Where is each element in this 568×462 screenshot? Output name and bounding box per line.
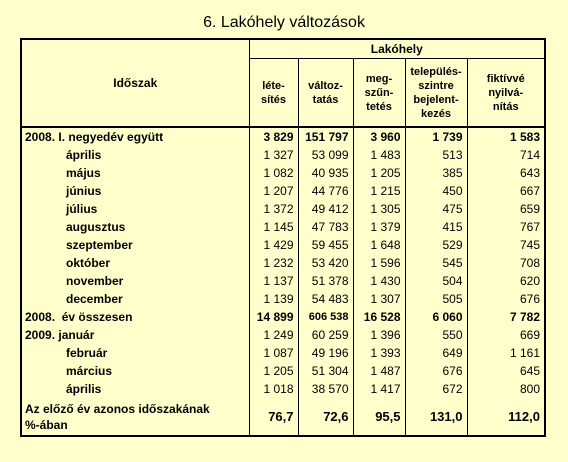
col-header-line: meg- bbox=[365, 72, 393, 85]
cell-letesites: 1 139 bbox=[249, 290, 298, 308]
table-row bbox=[21, 218, 545, 236]
cell-valtoztatas: 53 099 bbox=[298, 146, 353, 164]
cell-valtoztatas: 38 570 bbox=[298, 380, 353, 398]
col-header-letesites bbox=[249, 59, 298, 128]
cell-letesites: 1 372 bbox=[249, 200, 298, 218]
cell-megszuntetes: 1 648 bbox=[353, 236, 405, 254]
cell-megszuntetes: 1 596 bbox=[353, 254, 405, 272]
cell-telepulesszintre: 529 bbox=[405, 236, 467, 254]
col-header-line: sítés bbox=[260, 93, 287, 106]
table-row bbox=[21, 164, 545, 182]
table-row bbox=[21, 200, 545, 218]
row-label: április bbox=[66, 148, 102, 162]
cell-valtoztatas: 40 935 bbox=[298, 164, 353, 182]
cell-megszuntetes: 16 528 bbox=[353, 308, 405, 326]
row-label: június bbox=[66, 184, 102, 198]
cell-megszuntetes: 1 205 bbox=[353, 164, 405, 182]
cell-fiktivve: 676 bbox=[467, 290, 545, 308]
row-label bbox=[21, 398, 249, 436]
cell-letesites: 1 429 bbox=[249, 236, 298, 254]
table-row bbox=[21, 380, 545, 398]
cell-fiktivve: 643 bbox=[467, 164, 545, 182]
cell-valtoztatas: 151 797 bbox=[298, 127, 353, 146]
row-label: 2009. január bbox=[25, 328, 95, 342]
col-header-line: nítás bbox=[492, 100, 519, 113]
row-label: 2008. I. negyedév együtt bbox=[21, 127, 249, 146]
cell-valtoztatas: 72,6 bbox=[298, 398, 353, 436]
cell-telepulesszintre: 475 bbox=[405, 200, 467, 218]
cell-telepulesszintre: 131,0 bbox=[405, 398, 467, 436]
cell-letesites: 1 205 bbox=[249, 362, 298, 380]
cell-megszuntetes: 1 417 bbox=[353, 380, 405, 398]
col-header-line: tetés bbox=[366, 100, 392, 113]
cell-telepulesszintre: 545 bbox=[405, 254, 467, 272]
cell-valtoztatas: 59 455 bbox=[298, 236, 353, 254]
cell-fiktivve: 645 bbox=[467, 362, 545, 380]
period-header: Időszak bbox=[21, 39, 249, 127]
cell-fiktivve: 767 bbox=[467, 218, 545, 236]
row-label: december bbox=[66, 292, 123, 306]
cell-letesites: 1 018 bbox=[249, 380, 298, 398]
row-label: július bbox=[66, 202, 98, 216]
col-header-line: kezés bbox=[421, 107, 451, 120]
row-label: március bbox=[66, 364, 113, 378]
table-title: 6. Lakóhely változások bbox=[203, 14, 365, 31]
cell-fiktivve: 1 161 bbox=[467, 344, 545, 362]
cell-megszuntetes: 95,5 bbox=[353, 398, 405, 436]
row-label: október bbox=[66, 256, 111, 270]
row-label-line: Az előző év azonos időszakának bbox=[25, 401, 210, 416]
cell-fiktivve: 745 bbox=[467, 236, 545, 254]
col-header-line: szintre bbox=[418, 79, 454, 92]
cell-megszuntetes: 1 483 bbox=[353, 146, 405, 164]
data-table bbox=[20, 38, 546, 437]
cell-fiktivve: 667 bbox=[467, 182, 545, 200]
col-header-line: léte- bbox=[262, 79, 285, 92]
table-row bbox=[21, 326, 545, 344]
cell-fiktivve: 669 bbox=[467, 326, 545, 344]
cell-telepulesszintre: 385 bbox=[405, 164, 467, 182]
table-row bbox=[21, 308, 545, 326]
table-row bbox=[21, 362, 545, 380]
cell-megszuntetes: 1 430 bbox=[353, 272, 405, 290]
cell-valtoztatas: 606 538 bbox=[298, 308, 353, 326]
cell-telepulesszintre: 505 bbox=[405, 290, 467, 308]
cell-fiktivve: 800 bbox=[467, 380, 545, 398]
row-label: szeptember bbox=[66, 238, 133, 252]
row-label: február bbox=[66, 346, 108, 360]
col-header-megszuntetes bbox=[353, 59, 405, 128]
cell-megszuntetes: 1 379 bbox=[353, 218, 405, 236]
table-row bbox=[21, 290, 545, 308]
row-label: május bbox=[66, 166, 101, 180]
table-row bbox=[21, 127, 545, 146]
row-label: április bbox=[66, 382, 102, 396]
cell-telepulesszintre: 415 bbox=[405, 218, 467, 236]
cell-fiktivve: 708 bbox=[467, 254, 545, 272]
cell-megszuntetes: 1 307 bbox=[353, 290, 405, 308]
table-row bbox=[21, 344, 545, 362]
cell-letesites: 14 899 bbox=[249, 308, 298, 326]
cell-megszuntetes: 1 305 bbox=[353, 200, 405, 218]
row-label: november bbox=[66, 274, 124, 288]
table-row bbox=[21, 254, 545, 272]
cell-letesites: 1 082 bbox=[249, 164, 298, 182]
cell-valtoztatas: 49 412 bbox=[298, 200, 353, 218]
cell-telepulesszintre: 513 bbox=[405, 146, 467, 164]
table-row bbox=[21, 272, 545, 290]
col-header-line: változ- bbox=[308, 79, 343, 92]
cell-letesites: 1 327 bbox=[249, 146, 298, 164]
cell-telepulesszintre: 6 060 bbox=[405, 308, 467, 326]
cell-letesites: 1 207 bbox=[249, 182, 298, 200]
col-header-telepulesszintre bbox=[405, 59, 467, 128]
row-label-line: %-ában bbox=[25, 417, 68, 432]
col-header-line: nyilvá- bbox=[488, 86, 524, 99]
row-label: augusztus bbox=[66, 220, 126, 234]
col-header-line: szűn- bbox=[364, 86, 394, 99]
cell-letesites: 1 145 bbox=[249, 218, 298, 236]
cell-valtoztatas: 54 483 bbox=[298, 290, 353, 308]
cell-megszuntetes: 1 215 bbox=[353, 182, 405, 200]
cell-valtoztatas: 51 378 bbox=[298, 272, 353, 290]
col-header-valtoztatas bbox=[298, 59, 353, 128]
cell-valtoztatas: 49 196 bbox=[298, 344, 353, 362]
cell-letesites: 1 137 bbox=[249, 272, 298, 290]
cell-letesites: 1 232 bbox=[249, 254, 298, 272]
cell-telepulesszintre: 450 bbox=[405, 182, 467, 200]
cell-valtoztatas: 44 776 bbox=[298, 182, 353, 200]
cell-megszuntetes: 3 960 bbox=[353, 127, 405, 146]
table-row bbox=[21, 182, 545, 200]
cell-telepulesszintre: 676 bbox=[405, 362, 467, 380]
table-row bbox=[21, 236, 545, 254]
cell-valtoztatas: 51 304 bbox=[298, 362, 353, 380]
cell-fiktivve: 714 bbox=[467, 146, 545, 164]
cell-letesites: 3 829 bbox=[249, 127, 298, 146]
cell-megszuntetes: 1 393 bbox=[353, 344, 405, 362]
col-header-fiktivve bbox=[467, 59, 545, 128]
col-header-line: település- bbox=[410, 65, 462, 78]
cell-fiktivve: 112,0 bbox=[467, 398, 545, 436]
cell-telepulesszintre: 550 bbox=[405, 326, 467, 344]
cell-fiktivve: 1 583 bbox=[467, 127, 545, 146]
cell-letesites: 76,7 bbox=[249, 398, 298, 436]
cell-megszuntetes: 1 396 bbox=[353, 326, 405, 344]
cell-valtoztatas: 53 420 bbox=[298, 254, 353, 272]
col-header-line: tatás bbox=[312, 93, 339, 106]
cell-letesites: 1 087 bbox=[249, 344, 298, 362]
cell-fiktivve: 659 bbox=[467, 200, 545, 218]
col-header-line: bejelent- bbox=[413, 93, 459, 106]
cell-telepulesszintre: 672 bbox=[405, 380, 467, 398]
cell-valtoztatas: 60 259 bbox=[298, 326, 353, 344]
cell-fiktivve: 620 bbox=[467, 272, 545, 290]
cell-telepulesszintre: 504 bbox=[405, 272, 467, 290]
table-row-percent bbox=[21, 398, 545, 436]
cell-valtoztatas: 47 783 bbox=[298, 218, 353, 236]
table-row bbox=[21, 146, 545, 164]
col-header-line: fiktívvé bbox=[486, 72, 525, 85]
cell-telepulesszintre: 649 bbox=[405, 344, 467, 362]
cell-megszuntetes: 1 487 bbox=[353, 362, 405, 380]
row-label: 2008. év összesen bbox=[25, 310, 133, 324]
cell-letesites: 1 249 bbox=[249, 326, 298, 344]
cell-telepulesszintre: 1 739 bbox=[405, 127, 467, 146]
group-header: Lakóhely bbox=[249, 39, 545, 59]
cell-fiktivve: 7 782 bbox=[467, 308, 545, 326]
